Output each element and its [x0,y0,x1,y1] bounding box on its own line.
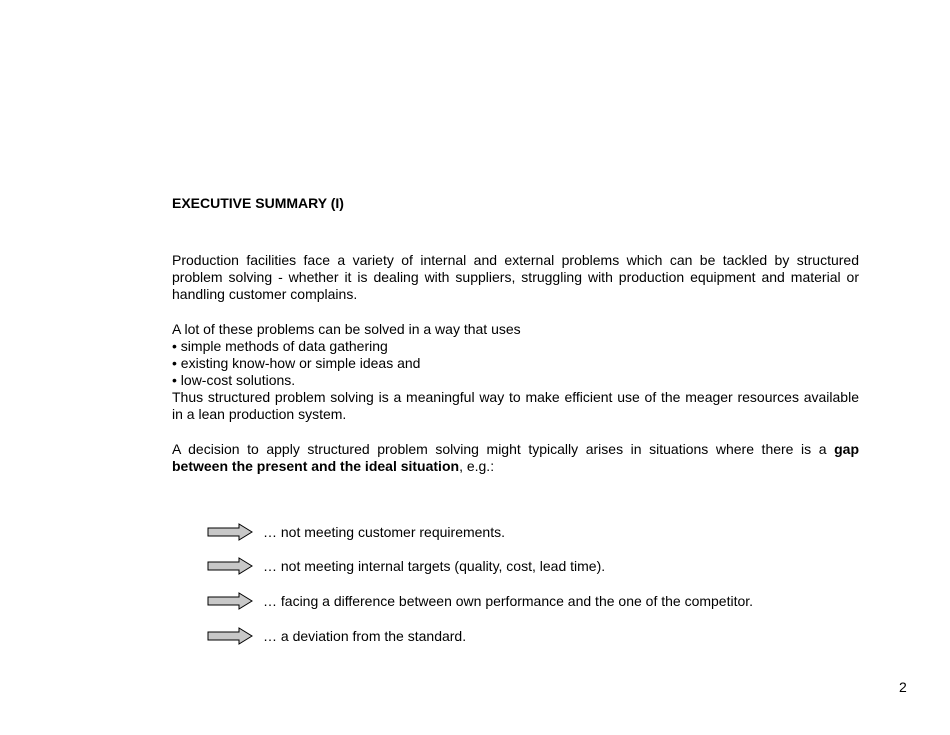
bullet-item: • simple methods of data gathering [172,338,388,354]
arrow-item-text: … not meeting customer requirements. [263,524,505,540]
decision-lead: A decision to apply structured problem solving might typically arises in situations where there is a [172,441,835,457]
intro-paragraph: Production facilities face a variety of internal and external problems which can be tackled by structured problem solving - whether it is dealing with suppliers, struggling with production equipment and material or handling customer complains. [172,252,859,302]
methods-intro: A lot of these problems can be solved in a way that uses [172,321,521,337]
bullet-item: • existing know-how or simple ideas and [172,355,421,371]
arrow-item-text: … a deviation from the standard. [263,628,467,644]
right-arrow-icon [207,592,253,610]
page-title: EXECUTIVE SUMMARY (I) [172,195,344,211]
right-arrow-icon [207,627,253,645]
arrow-item-text: … not meeting internal targets (quality, cost, lead time). [263,558,606,574]
arrow-list-item [207,556,606,576]
right-arrow-icon [207,557,253,575]
page-number: 2 [899,679,907,695]
arrow-list-item [207,626,467,646]
arrow-list-item [207,591,754,611]
right-arrow-icon [207,523,253,541]
arrow-item-text: … facing a difference between own performance and the one of the competitor. [263,593,754,609]
methods-conclusion: Thus structured problem solving is a meaningful way to make efficient use of the meager resources available in a lean production system. [172,389,859,422]
bullet-item: • low-cost solutions. [172,372,296,388]
methods-paragraph [172,321,859,423]
decision-tail: , e.g.: [459,458,495,474]
decision-paragraph [172,441,859,475]
decision-emphasis: gap between the present and the ideal situation [172,441,859,474]
arrow-list-item [207,522,505,542]
